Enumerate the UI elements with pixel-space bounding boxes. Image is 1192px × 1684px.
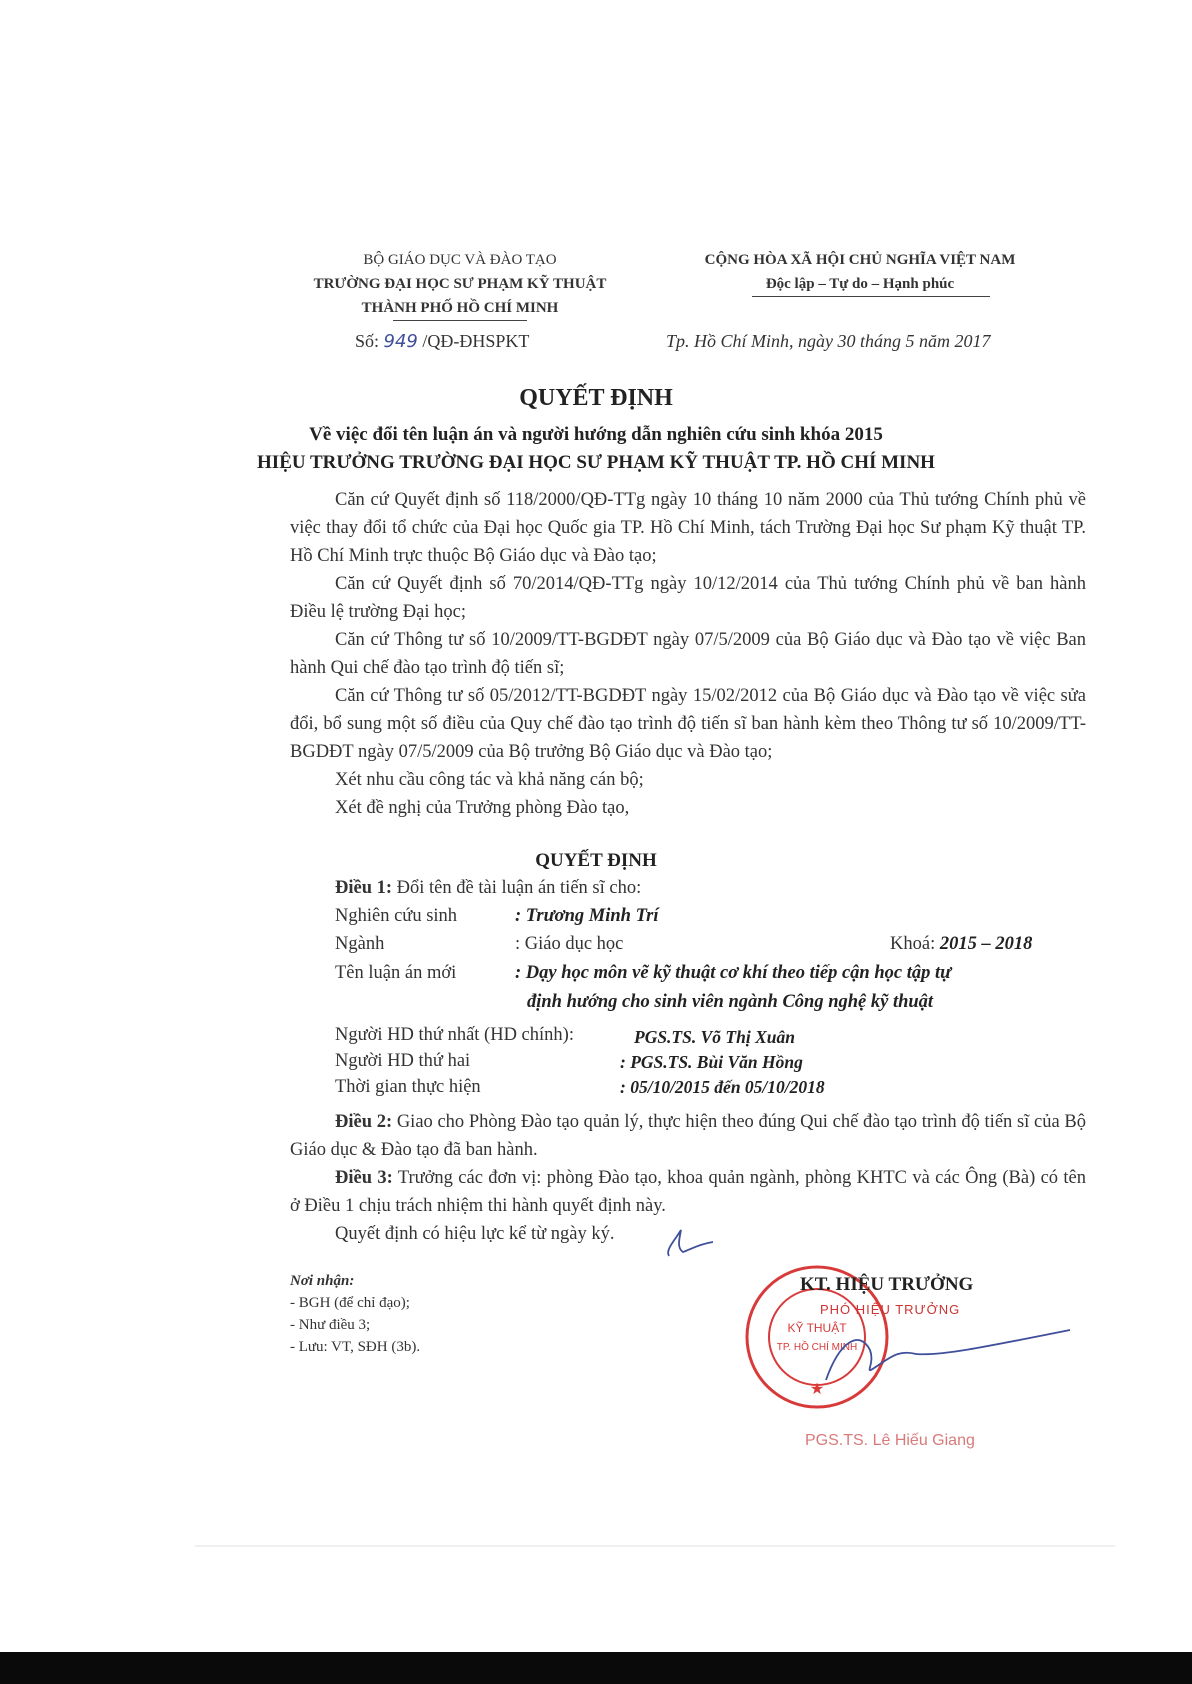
- article-2-text: Giao cho Phòng Đào tạo quản lý, thực hiện theo đúng Qui chế đào tạo trình độ tiến sĩ của Bộ Giáo dục & Đào tạo đã ban hành.: [290, 1112, 1086, 1160]
- recipients: [290, 1270, 420, 1358]
- issuer-university: TRƯỜNG ĐẠI HỌC SƯ PHẠM KỸ THUẬT: [313, 276, 607, 292]
- authority-line: HIỆU TRƯỞNG TRƯỜNG ĐẠI HỌC SƯ PHẠM KỸ THUẬT TP. HỒ CHÍ MINH: [257, 452, 935, 473]
- issuer-divider: [393, 320, 527, 321]
- effective-text: Quyết định có hiệu lực kể từ ngày ký.: [335, 1224, 615, 1244]
- preamble-item: Xét nhu cầu công tác và khả năng cán bộ;: [335, 770, 644, 790]
- advisor-1-label: Người HD thứ nhất (HD chính):: [335, 1025, 574, 1045]
- signer-name: PGS.TS. Lê Hiếu Giang: [805, 1432, 975, 1449]
- thesis-label: Tên luận án mới: [335, 963, 457, 983]
- recipients-label: Nơi nhận:: [290, 1273, 355, 1289]
- article-3-text: Trưởng các đơn vị: phòng Đào tạo, khoa quản ngành, phòng KHTC và các Ông (Bà) có tên ở Điều 1 chịu trách nhiệm thi hành quyết định này.: [290, 1168, 1087, 1216]
- national-header: [670, 248, 1050, 296]
- signatory-subtitle: PHÓ HIỆU TRƯỞNG: [820, 1302, 961, 1317]
- ref-suffix: /QĐ-ĐHSPKT: [422, 331, 530, 351]
- document-title: QUYẾT ĐỊNH: [519, 385, 673, 411]
- country-name: CỘNG HÒA XÃ HỘI CHỦ NGHĨA VIỆT NAM: [704, 252, 1016, 268]
- preamble-item: Căn cứ Thông tư số 10/2009/TT-BGDĐT ngày 07/5/2009 của Bộ Giáo dục và Đào tạo về việc Ban hành Qui chế đào tạo trình độ tiến sĩ;: [290, 630, 1086, 678]
- thesis-title-line-1: : Dạy học môn vẽ kỹ thuật cơ khí theo tiếp cận học tập tự: [515, 963, 952, 983]
- decision-heading: QUYẾT ĐỊNH: [535, 850, 657, 871]
- signatory-role: HIỆU TRƯỞNG: [835, 1274, 974, 1295]
- preamble: [290, 486, 1086, 822]
- ref-handwritten: 949: [383, 331, 418, 352]
- advisor-2-name: : PGS.TS. Bùi Văn Hồng: [620, 1052, 803, 1072]
- signatory-prefix: KT.: [800, 1274, 831, 1295]
- period-value: : 05/10/2015 đến 05/10/2018: [620, 1077, 825, 1097]
- preamble-item: Căn cứ Quyết định số 118/2000/QĐ-TTg ngày 10 tháng 10 năm 2000 của Thủ tướng Chính phủ về việc thay đổi tổ chức của Đại học Quốc gia TP. Hồ Chí Minh, tách Trường Đại học Sư phạm Kỹ thuật TP. Hồ Chí Minh trực thuộc Bộ Giáo dục và Đào tạo;: [290, 490, 1086, 566]
- initial-signature-icon: [655, 1222, 715, 1262]
- reference-number: [355, 331, 529, 352]
- article-1: [335, 878, 641, 899]
- recipient-item: - Như điều 3;: [290, 1317, 371, 1333]
- date-line: Tp. Hồ Chí Minh, ngày 30 tháng 5 năm 2017: [666, 331, 991, 351]
- article-1-label: Điều 1:: [335, 878, 393, 898]
- period-label: Thời gian thực hiện: [335, 1077, 481, 1097]
- researcher-name: : Trương Minh Trí: [515, 906, 659, 926]
- article-1-text: Đổi tên đề tài luận án tiến sĩ cho:: [396, 878, 642, 898]
- national-motto: Độc lập – Tự do – Hạnh phúc: [765, 276, 955, 292]
- scan-bottom-band: [0, 1652, 1192, 1684]
- article-2: [290, 1108, 1086, 1164]
- major-label: Ngành: [335, 934, 385, 954]
- course-label: Khoá:: [890, 934, 936, 954]
- course-value: 2015 – 2018: [939, 934, 1033, 954]
- recipient-item: - Lưu: VT, SĐH (3b).: [290, 1339, 421, 1355]
- scan-artifact-line: [195, 1545, 1115, 1547]
- handwritten-signature-icon: [820, 1320, 1080, 1400]
- issuer-city: THÀNH PHỐ HỒ CHÍ MINH: [361, 300, 559, 316]
- preamble-item: Căn cứ Quyết định số 70/2014/QĐ-TTg ngày 10/12/2014 của Thủ tướng Chính phủ về ban hành Điều lệ trường Đại học;: [290, 574, 1086, 622]
- article-3-label: Điều 3:: [335, 1168, 393, 1188]
- article-3: [290, 1164, 1086, 1220]
- svg-text:TP. HỒ CHÍ MINH: TP. HỒ CHÍ MINH: [776, 1342, 858, 1353]
- signatory-title: [800, 1274, 973, 1296]
- researcher-label: Nghiên cứu sinh: [335, 906, 458, 926]
- recipient-item: - BGH (để chỉ đạo);: [290, 1295, 410, 1311]
- course: [890, 934, 1032, 955]
- major-value: : Giáo dục học: [515, 934, 624, 954]
- ref-prefix: Số:: [355, 331, 380, 351]
- svg-text:★: ★: [809, 1381, 825, 1398]
- preamble-item: Xét đề nghị của Trưởng phòng Đào tạo,: [335, 798, 630, 818]
- motto-divider: [752, 296, 990, 297]
- document-subtitle: Về việc đổi tên luận án và người hướng dẫn nghiên cứu sinh khóa 2015: [309, 424, 883, 445]
- issuer-block: [300, 248, 620, 320]
- advisor-2-label: Người HD thứ hai: [335, 1051, 471, 1071]
- thesis-title-line-2: định hướng cho sinh viên ngành Công nghệ kỹ thuật: [527, 992, 934, 1012]
- preamble-item: Căn cứ Thông tư số 05/2012/TT-BGDĐT ngày 15/02/2012 của Bộ Giáo dục và Đào tạo về việc sửa đổi, bổ sung một số điều của Quy chế đào tạo trình độ tiến sĩ ban hành kèm theo Thông tư số 10/2009/TT-BGDĐT ngày 07/5/2009 của Bộ trưởng Bộ Giáo dục và Đào tạo;: [290, 686, 1086, 762]
- svg-text:KỸ THUẬT: KỸ THUẬT: [787, 1321, 847, 1335]
- issuer-ministry: BỘ GIÁO DỤC VÀ ĐÀO TẠO: [363, 252, 557, 268]
- advisor-1-name: PGS.TS. Võ Thị Xuân: [634, 1027, 795, 1047]
- article-2-label: Điều 2:: [335, 1112, 393, 1132]
